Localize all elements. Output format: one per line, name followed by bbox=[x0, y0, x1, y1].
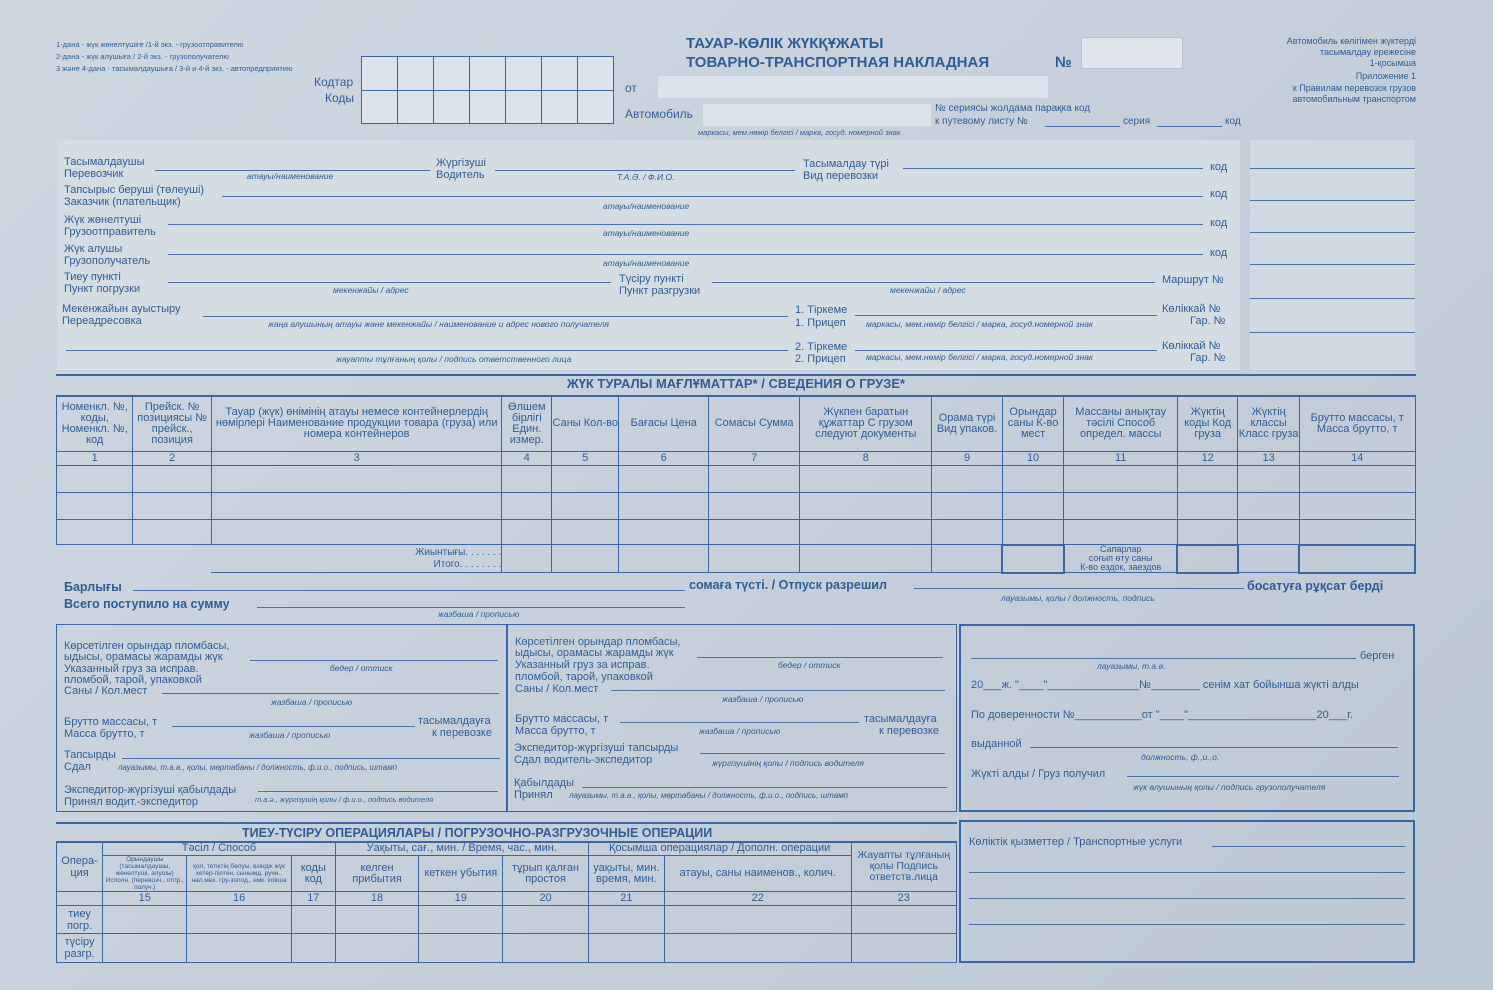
garage2-label-kz: Көліккай № bbox=[1162, 340, 1221, 352]
services-line-4[interactable] bbox=[969, 924, 1405, 925]
trailer2-label-kz: 2. Тіркеме bbox=[795, 341, 848, 353]
codes-grid[interactable] bbox=[361, 56, 614, 124]
seal-mid-l5: Саны / Кол.мест bbox=[515, 683, 599, 695]
consignee-label-kz: Жүк алушы bbox=[64, 243, 123, 255]
trailer1-line[interactable] bbox=[855, 315, 1157, 316]
cargo-table bbox=[56, 395, 1416, 574]
col-header-2: Прейск. № позициясы № прейск., позиция bbox=[133, 396, 212, 452]
seal-mid-l3: Указанный груз за исправ. bbox=[515, 659, 650, 671]
transport-services-label: Көліктік қызметтер / Транспортные услуги bbox=[969, 836, 1183, 848]
code-line bbox=[1250, 264, 1415, 265]
codes-label-kz: Кодтар bbox=[314, 75, 354, 89]
appendix-note-4: Приложение 1 bbox=[1355, 71, 1416, 81]
issued-label: выданной bbox=[971, 738, 1022, 750]
code-line bbox=[1250, 200, 1415, 201]
loading-line[interactable] bbox=[168, 282, 611, 283]
code-label-2: код bbox=[1210, 188, 1228, 200]
row-loading bbox=[57, 906, 103, 934]
series-label: серия bbox=[1123, 116, 1151, 127]
col-number: 12 bbox=[1177, 452, 1237, 466]
code-line bbox=[1250, 168, 1415, 169]
seal-left-l2: ыдысы, орамасы жарамды жүк bbox=[64, 651, 223, 663]
trailer1-label-ru: 1. Прицеп bbox=[795, 317, 846, 329]
unloading-hint: мекенжайы / адрес bbox=[890, 285, 966, 295]
seal-left-accept-kz: Экспедитор-жүргізуші қабылдады bbox=[64, 784, 237, 796]
readdress-label-kz: Мекенжайын ауыстыру bbox=[62, 303, 181, 315]
seal-left-accept-hint: т.а.ә., жүргізушің қолы / ф.и.о., подпись водителя bbox=[255, 795, 434, 804]
totals-row bbox=[57, 545, 1416, 573]
trips-label-ru: К-во ездок, заездов bbox=[1080, 562, 1162, 572]
loading-label-ru: Пункт погрузки bbox=[64, 283, 141, 295]
readdress-line[interactable] bbox=[203, 316, 788, 317]
auto-field[interactable] bbox=[703, 104, 931, 126]
consignee-line[interactable] bbox=[168, 254, 1203, 255]
customer-line[interactable] bbox=[222, 196, 1203, 197]
total-sum-ru: Всего поступило на сумму bbox=[64, 597, 230, 611]
transport-type-line[interactable] bbox=[903, 168, 1203, 169]
extra-names-header: атауы, саны наименов., колич. bbox=[664, 856, 851, 892]
code-line bbox=[1250, 332, 1415, 333]
col-header-4: Өлшем бірлігі Един. измер. bbox=[502, 396, 552, 452]
carrier-label-kz: Тасымалдаушы bbox=[64, 156, 145, 168]
total-sum-kz: Барлығы bbox=[64, 580, 122, 594]
shipper-line[interactable] bbox=[168, 224, 1203, 225]
appendix-note-2: тасымалдау ережесіне bbox=[1319, 47, 1416, 57]
seal-mid-accept-kz: Қабылдады bbox=[514, 777, 575, 789]
services-line-1[interactable] bbox=[1212, 846, 1405, 847]
table-row[interactable] bbox=[57, 906, 957, 934]
release-line[interactable] bbox=[914, 588, 1244, 589]
received-line[interactable] bbox=[1127, 776, 1399, 777]
code-label-3: код bbox=[1210, 217, 1228, 229]
garage1-label-kz: Көліккай № bbox=[1162, 303, 1221, 315]
row-loading-ru: погр. bbox=[66, 919, 93, 932]
table-row[interactable] bbox=[57, 520, 1416, 545]
seal-mid-hand-line[interactable] bbox=[700, 753, 945, 754]
proxy-number-line[interactable]: По доверенности №___________от "____"_____________________20___г. bbox=[971, 709, 1353, 721]
seal-mid-l4: пломбой, тарой, упаковкой bbox=[515, 671, 653, 683]
method-header: Тәсіл / Способ bbox=[103, 842, 336, 856]
col-header-14: Брутто массасы, т Масса брутто, т bbox=[1299, 396, 1415, 452]
customer-label-kz: Тапсырыс беруші (төлеуші) bbox=[64, 184, 205, 196]
appendix-note-3: 1-қосымша bbox=[1369, 58, 1416, 68]
col-header-7: Сомасы Сумма bbox=[709, 396, 800, 452]
code-label-4: код bbox=[1210, 247, 1228, 259]
col-number: 10 bbox=[1002, 452, 1064, 466]
col-number: 22 bbox=[664, 892, 851, 906]
customer-hint: атауы/наименование bbox=[603, 201, 690, 211]
codes-column bbox=[1250, 140, 1415, 370]
waybill-number-line[interactable] bbox=[1045, 126, 1120, 127]
col-header-10: Орындар саны К-во мест bbox=[1002, 396, 1064, 452]
seal-mid-gross-ru: Масса брутто, т bbox=[515, 725, 596, 737]
number-label: № bbox=[1055, 54, 1072, 71]
col-number: 11 bbox=[1064, 452, 1178, 466]
appendix-note-1: Автомобиль көлігімен жүктерді bbox=[1286, 36, 1416, 46]
auto-label: Автомобиль bbox=[625, 107, 693, 121]
extra-header: Қосымша операциялар / Дополн. операции bbox=[588, 842, 851, 856]
unloading-label-kz: Түсіру пункті bbox=[619, 273, 684, 285]
release-right: босатуға рұқсат берді bbox=[1247, 579, 1384, 593]
transport-type-kz: Тасымалдау түрі bbox=[803, 158, 889, 170]
given-line[interactable] bbox=[971, 658, 1356, 659]
col-number: 16 bbox=[187, 892, 291, 906]
seal-left-hand-hint: лауазымы, т.а.ә., қолы, мөртабаны / должность, ф.и.о., подпись, штамп bbox=[118, 763, 398, 772]
col-header-5: Саны Кол-во bbox=[552, 396, 619, 452]
col-number: 6 bbox=[619, 452, 709, 466]
col-header-8: Жүкпен баратын құжаттар С грузом следуют документы bbox=[800, 396, 932, 452]
seal-mid-stamp-hint: бедер / оттиск bbox=[778, 660, 841, 670]
appendix-note-6: автомобильным транспортом bbox=[1292, 94, 1416, 104]
col-header-12: Жүктің коды Код груза bbox=[1177, 396, 1237, 452]
consignee-label-ru: Грузополучатель bbox=[64, 255, 151, 267]
col-number: 5 bbox=[552, 452, 619, 466]
col-header-3: Тауар (жүк) өнімінің атауы немесе контейнерлердің нөмірлері Наименование продукции товара (груза) или номера контейнеров bbox=[211, 396, 502, 452]
col-number: 1 bbox=[57, 452, 133, 466]
col-header-6: Бағасы Цена bbox=[619, 396, 709, 452]
unloading-label-ru: Пункт разгрузки bbox=[619, 285, 701, 297]
given-hint: лауазымы, т.а.ә. bbox=[1097, 661, 1166, 671]
code-label-1: код bbox=[1210, 161, 1228, 173]
seal-left-gross-ru: Масса брутто, т bbox=[64, 728, 145, 740]
arrival-header: келген прибытия bbox=[335, 856, 418, 892]
total-sum-line[interactable] bbox=[133, 590, 685, 591]
seal-left-words-hint: жазбаша / прописью bbox=[271, 697, 353, 707]
seal-left-stamp-hint: бедер / оттиск bbox=[330, 663, 393, 673]
seal-mid-accept-hint: лауазымы, т.а.ә., қолы, мөртабаны / должность, ф.и.о., подпись, штамп bbox=[569, 791, 849, 800]
ops-section-wrap bbox=[56, 822, 957, 843]
consignee-hint: атауы/наименование bbox=[603, 258, 690, 268]
garage1-label-ru: Гар. № bbox=[1190, 315, 1226, 327]
readdress-hint: жаңа алушының атауы және мекенжайы / наименование и адрес нового получателя bbox=[268, 319, 609, 329]
codes-header: коды код bbox=[291, 856, 335, 892]
auto-hint: маркасы, мем.нөмір белгісі / марка, госуд. номерной знак bbox=[698, 128, 901, 137]
op-header-kz: Опера- bbox=[61, 854, 98, 867]
seal-left-gross-line[interactable] bbox=[172, 726, 415, 727]
col-number: 15 bbox=[103, 892, 187, 906]
totals-label-ru: Итого. . . . . . . . bbox=[433, 558, 502, 570]
copy-note-2: 2-дана - жүк алушыға / 2-й экз. - грузополучателю bbox=[56, 52, 229, 61]
responsible-hint: жауапты тұлғаның қолы / подпись ответственного лица bbox=[336, 354, 572, 364]
loading-label-kz: Тиеу пункті bbox=[64, 271, 121, 283]
readdress-label-ru: Переадресовка bbox=[62, 315, 142, 327]
col-number: 8 bbox=[800, 452, 932, 466]
proxy-year-line[interactable]: 20___ж. "____"_______________№________ сенім хат бойынша жүкті алды bbox=[971, 679, 1359, 691]
services-line-2[interactable] bbox=[969, 872, 1405, 873]
issued-line[interactable] bbox=[1030, 747, 1398, 748]
executor-header: Орындаушы (тасымалдаушы, жөнелтуші, алушы) Исполн. (перевозч., отпр., получ.) bbox=[103, 856, 187, 892]
seal-mid-l1: Көрсетілген орындар пломбасы, bbox=[515, 636, 681, 648]
seal-mid-gross-line[interactable] bbox=[620, 722, 859, 723]
row-unloading-kz: түсіру bbox=[64, 936, 95, 948]
seal-left-carrier-ru: к перевозке bbox=[432, 727, 492, 739]
seal-left-stamp-line[interactable] bbox=[250, 660, 498, 661]
row-unloading bbox=[57, 934, 103, 963]
col-number: 3 bbox=[211, 452, 502, 466]
appendix-note-5: к Правилам перевозок грузов bbox=[1292, 83, 1416, 93]
gross-total[interactable] bbox=[1299, 545, 1415, 573]
trailer2-hint: маркасы, мем.нөмір белгісі / марка, госуд.номерной знак bbox=[866, 352, 1094, 362]
col-number: 19 bbox=[419, 892, 503, 906]
seal-left-accept-ru: Принял водит.-экспедитор bbox=[64, 796, 198, 808]
series-line[interactable] bbox=[1157, 126, 1222, 127]
seal-mid-hand-kz: Экспедитор-жүргізуші тапсырды bbox=[514, 742, 679, 754]
places-total[interactable] bbox=[1002, 545, 1064, 573]
op-header-ru: ция bbox=[70, 866, 89, 879]
row-loading-kz: тиеу bbox=[68, 907, 91, 920]
garage2-label-ru: Гар. № bbox=[1190, 352, 1226, 364]
seal-mid-carrier-ru: к перевозке bbox=[879, 725, 939, 737]
shipper-label-kz: Жүк жөнелтуші bbox=[64, 214, 142, 226]
seal-left-places-line[interactable] bbox=[162, 693, 499, 694]
seal-left-gross-kz: Брутто массасы, т bbox=[64, 716, 158, 728]
seal-left-gross-hint: жазбаша / прописью bbox=[249, 730, 331, 740]
trailer1-label-kz: 1. Тіркеме bbox=[795, 304, 848, 316]
col-number: 21 bbox=[588, 892, 664, 906]
col-header-13: Жүктің классы Класс груза bbox=[1238, 396, 1299, 452]
driver-hint: Т.А.Ә. / Ф.И.О. bbox=[617, 172, 675, 182]
col-number: 14 bbox=[1299, 452, 1415, 466]
col-number: 9 bbox=[932, 452, 1002, 466]
given-label: берген bbox=[1360, 650, 1395, 662]
seal-left-l1: Көрсетілген орындар пломбасы, bbox=[64, 640, 230, 652]
seal-mid-l2: ыдысы, орамасы жарамды жүк bbox=[515, 647, 674, 659]
date-field[interactable] bbox=[658, 76, 1048, 98]
col-header-11: Массаны анықтау тәсілі Способ определ. массы bbox=[1064, 396, 1178, 452]
services-line-3[interactable] bbox=[969, 898, 1405, 899]
issued-hint: должность, ф.,и.,о. bbox=[1141, 752, 1220, 762]
row-unloading-ru: разгр. bbox=[64, 948, 95, 960]
number-field[interactable] bbox=[1081, 37, 1183, 69]
totals-label-kz: Жиынтығы. . . . . . . bbox=[415, 546, 502, 558]
seal-left-l4: пломбой, тарой, упаковкой bbox=[64, 674, 202, 686]
copy-note-3: 3 және 4-дана - тасымалдаушыға / 3-й и 4-й экз. - автопредприятию bbox=[56, 64, 293, 73]
col-number: 23 bbox=[851, 892, 956, 906]
seal-left-accept-line[interactable] bbox=[258, 791, 498, 792]
time-header: Уақыты, сағ., мин. / Время, час., мин. bbox=[335, 842, 588, 856]
cargo-section-title: ЖҮК ТУРАЛЫ МАҒЛҰМАТТАР* / СВЕДЕНИЯ О ГРУЗЕ* bbox=[56, 374, 1416, 397]
code-line bbox=[1250, 232, 1415, 233]
extra-time-header: уақыты, мин. время, мин. bbox=[588, 856, 664, 892]
col-header-9: Орама түрі Вид упаков. bbox=[932, 396, 1002, 452]
trips-label bbox=[1064, 545, 1178, 573]
trips-total[interactable] bbox=[1177, 545, 1237, 573]
seal-mid-hand-ru: Сдал водитель-экспедитор bbox=[514, 754, 653, 766]
route-label: Маршрут № bbox=[1162, 274, 1224, 286]
table-row[interactable] bbox=[57, 934, 957, 963]
driver-label-ru: Водитель bbox=[436, 169, 485, 181]
release-hint: лауазымы, қолы / должность, подпись bbox=[1001, 593, 1155, 603]
seal-mid-words-hint: жазбаша / прописью bbox=[722, 694, 804, 704]
col-number: 13 bbox=[1238, 452, 1299, 466]
col-number: 20 bbox=[503, 892, 588, 906]
responsible-line[interactable] bbox=[66, 350, 788, 351]
seal-mid-accept-line[interactable] bbox=[582, 787, 947, 788]
method-detail-header: қол, тетіктің бөлуы, өзіндік жүк кетер-пілген, сынымд. ручн., нал.мех. гру-зопод., емк. ковша bbox=[187, 856, 291, 892]
received-hint: жүк алушының қолы / подпись грузополучателя bbox=[1133, 782, 1326, 792]
trailer2-label-ru: 2. Прицеп bbox=[795, 353, 846, 365]
seal-left-carrier-kz: тасымалдауға bbox=[418, 715, 491, 727]
received-label: Жүкті алды / Груз получил bbox=[971, 768, 1106, 780]
title-ru: ТОВАРНО-ТРАНСПОРТНАЯ НАКЛАДНАЯ bbox=[686, 54, 990, 71]
seal-mid-hand-hint: жүргізушінің қолы / подпись водителя bbox=[712, 758, 864, 768]
trailer1-hint: маркасы, мем.нөмір белгісі / марка, госуд.номерной знак bbox=[866, 319, 1094, 329]
seal-left-hand-kz: Тапсырды bbox=[64, 749, 116, 761]
driver-label-kz: Жүргізуші bbox=[436, 157, 486, 169]
seal-mid-carrier-kz: тасымалдауға bbox=[864, 713, 937, 725]
seal-mid-stamp-line[interactable] bbox=[697, 657, 943, 658]
trips-label-mid: соғып өту саны bbox=[1088, 553, 1153, 563]
departure-header: кеткен убытия bbox=[419, 856, 503, 892]
col-number: 17 bbox=[291, 892, 335, 906]
table-row[interactable] bbox=[57, 493, 1416, 520]
shipper-hint: атауы/наименование bbox=[603, 228, 690, 238]
release-label: сомаға түсті. / Отпуск разрешил bbox=[689, 578, 887, 592]
col-number: 18 bbox=[335, 892, 418, 906]
idle-header: тұрып қалған простоя bbox=[503, 856, 588, 892]
seal-mid-places-line[interactable] bbox=[611, 690, 945, 691]
total-words-hint: жазбаша / прописью bbox=[438, 609, 520, 619]
seal-left-hand-ru: Сдал bbox=[64, 761, 91, 773]
sign-header: Жауапты тұлғаның қолы Подпись ответств.лица bbox=[851, 842, 956, 892]
codes-label-ru: Коды bbox=[325, 91, 355, 105]
unloading-line[interactable] bbox=[712, 282, 1155, 283]
col-number: 4 bbox=[502, 452, 552, 466]
op-header bbox=[57, 842, 103, 892]
seal-mid-accept-ru: Принял bbox=[514, 789, 553, 801]
trips-label-kz: Сапарлар bbox=[1099, 544, 1142, 554]
copy-note-1: 1-дана - жүк жөнелтушіге /1-й экз. - грузоотправителю bbox=[56, 40, 244, 49]
col-header-1: Номенкл. №, коды, Номенкл. №, код bbox=[57, 396, 133, 452]
seal-left-hand-line[interactable] bbox=[122, 758, 500, 759]
loading-hint: мекенжайы / адрес bbox=[333, 285, 409, 295]
table-row[interactable] bbox=[57, 466, 1416, 493]
waybill-ru: к путевому листу № bbox=[935, 116, 1028, 127]
seal-mid-gross-hint: жазбаша / прописью bbox=[699, 726, 781, 736]
waybill-kz: № сериясы жолдама парақка код bbox=[935, 103, 1091, 114]
code-line bbox=[1250, 298, 1415, 299]
seal-left-l3: Указанный груз за исправ. bbox=[64, 663, 199, 675]
carrier-hint: атауы/наименование bbox=[247, 171, 334, 181]
title-kz: ТАУАР-КӨЛІК ЖҮКҚҰЖАТЫ bbox=[686, 35, 884, 52]
seal-mid-gross-kz: Брутто массасы, т bbox=[515, 713, 609, 725]
from-label: от bbox=[625, 81, 637, 95]
totals-label bbox=[211, 545, 502, 573]
carrier-label-ru: Перевозчик bbox=[64, 168, 124, 180]
col-number: 2 bbox=[133, 452, 212, 466]
col-number: 7 bbox=[709, 452, 800, 466]
code-label: код bbox=[1225, 116, 1241, 127]
customer-label-ru: Заказчик (плательщик) bbox=[64, 196, 181, 208]
shipper-label-ru: Грузоотправитель bbox=[64, 226, 156, 238]
ops-section-title: ТИЕУ-ТҮСІРУ ОПЕРАЦИЯЛАРЫ / ПОГРУЗОЧНО-РАЗГРУЗОЧНЫЕ ОПЕРАЦИИ bbox=[242, 826, 713, 840]
seal-left-l5: Саны / Кол.мест bbox=[64, 685, 148, 697]
transport-type-ru: Вид перевозки bbox=[803, 170, 878, 182]
ops-table bbox=[56, 841, 957, 963]
